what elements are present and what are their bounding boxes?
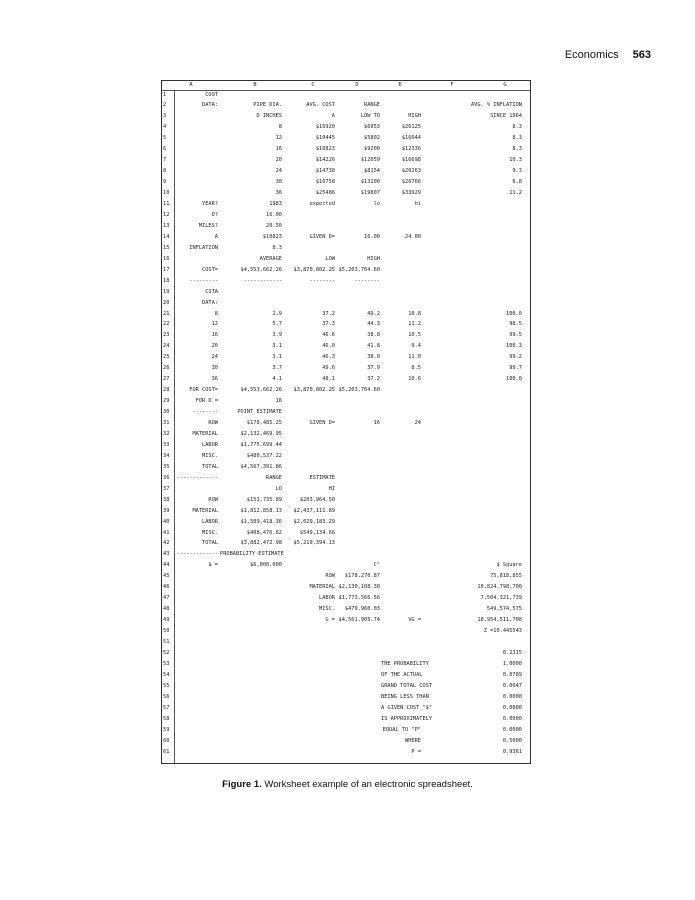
cell-a42: TOTAL [202,540,218,547]
cell-d27: 37.2 [367,376,380,383]
cell-a41: MISC. [202,529,218,536]
row-number: 13 [163,222,170,229]
cell-c47: LABOR [319,595,335,602]
cell-e8: $20263 [401,168,421,175]
cell-d46: $2,130,108.30 [338,584,380,591]
cell-b9: 30 [275,179,282,186]
row-number: 14 [163,233,170,240]
cell-c7: $14226 [315,157,335,164]
column-header-b: B [253,82,257,88]
cell-c18: -------- [309,277,335,284]
cell-b37: LO [275,485,282,492]
cell-a23: 16 [211,332,218,339]
cell-d7: $12059 [360,157,380,164]
column-header-bar [162,81,530,91]
cell-b32: $2,132,469.95 [240,430,282,437]
cell-f44: $ Square [496,562,522,569]
cell-d45: $178,270.87 [344,573,380,580]
row-number: 41 [163,529,170,536]
cell-f9: 6.8 [512,179,522,186]
cell-f2: AVG. % INFLATION [470,102,522,109]
row-number: 27 [163,376,170,383]
cell-a20: DATA: [202,299,218,306]
cell-c5: $10445 [315,135,335,142]
cell-a15: INFLATION [189,244,218,251]
cell-f5: 8.3 [512,135,522,142]
cell-e26: 8.5 [411,365,421,372]
cell-e49: VG = [408,617,421,624]
cell-e61: P = [411,748,421,755]
cell-d25: 38.0 [367,354,380,361]
cell-d8: $8154 [364,168,380,175]
cell-b42: $3,882,472.98 [240,540,282,547]
row-number: 21 [163,310,170,317]
cell-c22: 37.3 [322,321,335,328]
row-number: 57 [163,704,170,711]
row-number: 1 [163,91,167,98]
cell-e3: HIGH [408,113,421,120]
row-number: 32 [163,430,170,437]
cell-c23: 46.6 [322,332,335,339]
column-header-g: G [503,82,507,88]
cell-d11: lo [373,201,380,207]
cell-f54: 0.0789 [502,671,522,678]
row-number: 54 [163,671,170,678]
column-header-e: E [398,82,402,88]
cell-a21: 8 [214,310,218,317]
cell-a30: -------- [192,409,218,416]
cell-d2: RANGE [364,102,380,109]
cell-b44: $6,000,000 [250,562,282,569]
cell-c38: $203,964.50 [299,496,335,503]
cell-b27: 4.1 [272,376,282,383]
cell-f6: 8.3 [512,146,522,153]
row-number: 26 [163,365,170,372]
row-number: 44 [163,562,170,569]
cell-d14: 16.00 [364,233,380,240]
cell-c8: $14738 [315,168,335,175]
column-header-d: D [355,82,359,88]
cell-b12: 16.00 [266,211,282,218]
cell-b41: $408,476.62 [246,529,282,536]
cell-e11: hi [414,201,421,207]
row-number: 43 [163,551,170,558]
cell-a25: 24 [211,354,218,361]
cell-f55: 0.0047 [502,682,522,689]
row-number: 35 [163,463,170,470]
cell-d23: 38.8 [367,332,380,339]
cell-a43: ------------- [176,551,218,558]
row-number: 60 [163,737,170,744]
cell-a14: A [214,233,218,240]
row-number: 16 [163,255,170,262]
cell-b3: D INCHES [256,113,282,120]
cell-e7: $16698 [401,157,421,164]
row-number: 29 [163,398,170,405]
cell-a27: 36 [211,376,218,383]
row-number: 18 [163,277,170,284]
cell-c46: MATERIAL [309,584,335,591]
row-number: 17 [163,266,170,273]
row-number: 7 [163,157,167,164]
row-number: 3 [163,113,167,120]
cell-a22: 12 [211,321,218,328]
cell-c11: expected [309,201,335,207]
cell-e54: OF THE ACTUAL [381,671,423,678]
cell-b22: 5.7 [272,321,282,328]
row-number: 12 [163,211,170,218]
cell-e5: $16644 [401,135,421,142]
cell-a12: D? [211,211,218,218]
cell-e31: 24 [414,420,421,426]
cell-f57: 0.0000 [502,704,522,711]
cell-b14: $10823 [262,233,282,240]
cell-a13: MILES? [198,222,218,229]
cell-b24: 3.1 [272,343,282,350]
row-number: 37 [163,485,170,492]
cell-a35: TOTAL [202,463,218,470]
row-number: 20 [163,299,170,306]
cell-b30: POINT ESTIMATE [237,409,282,416]
running-header [565,49,651,61]
row-number: 39 [163,507,170,514]
column-header-c: C [311,82,315,88]
cell-f59: 0.0000 [502,726,522,733]
cell-c31: GIVEN D= [309,420,335,426]
cell-c16: LOW [325,255,335,262]
cell-c49: G = [325,617,335,624]
cell-c14: GIVEN D= [309,233,335,240]
row-number: 42 [163,540,170,547]
cell-e22: 11.2 [408,321,421,328]
cell-b6: 16 [275,146,282,153]
cell-d21: 49.2 [367,310,380,317]
cell-f22: 98.5 [509,321,522,328]
cell-e55: GRAND TOTAL COST [381,682,433,689]
cell-b36: RANGE [266,474,282,481]
row-number: 46 [163,584,170,591]
cell-f3: SINCE 1964 [490,113,522,120]
cell-b11: 1983 [269,201,282,207]
row-number: 25 [163,354,170,361]
row-number: 45 [163,573,170,580]
cell-f7: 10.3 [509,157,522,164]
cell-c27: 48.1 [322,376,335,383]
cell-c2: AVG. COST [306,102,335,109]
cell-c45: ROW [325,573,335,580]
cell-d5: $5802 [364,135,380,142]
cell-b8: 24 [275,168,282,175]
cell-f47: 7,504,321,739 [480,595,522,602]
cell-f25: 99.2 [509,354,522,361]
cell-c40: $2,029,183.29 [293,518,335,525]
cell-f26: 99.7 [509,365,522,372]
cell-a17: COST= [202,266,218,273]
cell-d48: $479,960.03 [344,606,380,613]
figure-caption [0,779,695,790]
caption-label: Figure 1. [222,779,262,790]
cell-d22: 44.3 [367,321,380,328]
row-number: 11 [163,201,170,207]
cell-a40: LABOR [202,518,218,525]
row-number: 61 [163,748,170,755]
row-number: 22 [163,321,170,328]
cell-d17: $5,203,704.60 [338,266,380,273]
cell-c24: 46.0 [322,343,335,350]
cell-d9: $13100 [360,179,380,186]
cell-c21: 37.2 [322,310,335,317]
cell-d49: $4,561,905.74 [338,617,380,624]
row-number: 8 [163,168,167,175]
cell-e9: $26766 [401,179,421,186]
cell-c3: A [331,113,335,120]
cell-e53: THE PROBABILITY [381,660,429,667]
cell-d28: $5,203,704.60 [338,387,380,394]
section-title: Economics [564,49,619,61]
cell-f52: 0.2315 [502,649,522,656]
row-number: 51 [163,639,170,645]
cell-f23: 99.5 [509,332,522,339]
cell-e6: $12336 [401,146,421,153]
cell-b26: 3.7 [272,365,282,372]
cell-f61: 0.9361 [502,748,522,755]
cell-e10: $33929 [401,190,421,197]
cell-b35: $4,567,391.86 [240,463,282,470]
cell-d4: $6953 [364,124,380,131]
cell-e57: A GIVEN COST "$" [381,704,433,711]
cell-f46: 10,824,798,700 [477,584,522,591]
cell-d26: 37.9 [367,365,380,372]
cell-b17: $4,553,662.26 [240,266,282,273]
cell-f10: 11.2 [509,190,522,197]
cell-a39: MATERIAL [192,507,218,514]
row-number: 55 [163,682,170,689]
row-number: 10 [163,190,170,197]
cell-b38: $151,735.89 [246,496,282,503]
cell-f56: 0.0000 [502,693,522,700]
cell-c42: $5,219,394.13 [293,540,335,547]
cell-e23: 10.5 [408,332,421,339]
row-number: 6 [163,146,167,153]
cell-f21: 100.0 [506,310,522,317]
row-number: 5 [163,135,167,142]
row-number: 24 [163,343,170,350]
cell-e60: WHERE [405,737,421,744]
row-number: 28 [163,387,170,394]
cell-c41: $549,134.66 [299,529,335,536]
cell-f58: 0.0000 [502,715,522,722]
cell-a36: ------------- [176,474,218,481]
cell-b25: 3.1 [272,354,282,361]
cell-a24: 20 [211,343,218,350]
cell-c26: 49.6 [322,365,335,372]
cell-d18: -------- [354,277,380,284]
cell-c39: $2,437,111.89 [293,507,335,514]
column-header-a: A [189,82,193,88]
cell-c36: ESTIMATE [309,474,335,481]
cell-b13: 20.50 [266,222,282,229]
cell-b2: PIPE DIA. [253,102,282,109]
cell-a11: YEAR? [202,201,218,207]
cell-a18: --------- [189,277,218,284]
cell-a29: FOR D = [195,398,218,405]
cell-e59: EQUAL TO "P" [382,726,421,733]
cell-b4: 8 [278,124,282,131]
cell-c4: $16920 [315,124,335,131]
cell-a33: LABOR [202,441,218,448]
cell-f50: Z =10.445543 [483,628,522,635]
cell-d47: $1,773,566.56 [338,595,380,602]
cell-a44: $ = [208,562,218,569]
cell-b43: PROBABILITY ESTIMATE [220,551,284,558]
caption-text: Worksheet example of an electronic spreadsheet. [264,779,473,790]
row-number: 31 [163,420,170,426]
spreadsheet-figure [161,80,531,764]
cell-d31: 16 [373,420,380,426]
cell-c10: $25486 [315,190,335,197]
row-number: 48 [163,606,170,613]
cell-e21: 10.8 [408,310,421,317]
cell-e14: 24.00 [405,233,421,240]
row-number: 2 [163,102,167,109]
cell-f48: 549,574,575 [486,606,522,613]
cell-e25: 11.0 [408,354,421,361]
cell-b31: $178,485.25 [246,420,282,426]
cell-d6: $9200 [364,146,380,153]
cell-e58: IS APPROXIMATELY [381,715,433,722]
cell-d44: C° [373,562,380,569]
cell-a34: MISC. [202,452,218,459]
row-number: 9 [163,179,167,186]
cell-a28: FOR COST= [189,387,218,394]
cell-b40: $1,509,418.36 [240,518,282,525]
row-number: 40 [163,518,170,525]
row-number: 23 [163,332,170,339]
cell-f24: 100.3 [506,343,522,350]
cell-b28: $4,553,662.26 [240,387,282,394]
row-number: 30 [163,409,170,416]
row-number: 53 [163,660,170,667]
cell-b29: 16 [275,398,282,405]
cell-a19: CSTA [205,288,218,295]
cell-b23: 3.9 [272,332,282,339]
cell-b7: 20 [275,157,282,164]
cell-d10: $19807 [360,190,380,197]
cell-f4: 8.3 [512,124,522,131]
cell-c17: $3,870,802.25 [293,266,335,273]
cell-f27: 100.0 [506,376,522,383]
cell-a38: ROW [208,496,218,503]
cell-b16: AVERAGE [259,255,282,262]
cell-f60: 0.5000 [502,737,522,744]
cell-c6: $10823 [315,146,335,153]
cell-b18: ------------ [243,277,282,284]
cell-b39: $1,812,858.13 [240,507,282,514]
row-number: 36 [163,474,170,481]
row-number: 58 [163,715,170,722]
cell-d3: LOW TO [360,113,380,120]
cell-a26: 30 [211,365,218,372]
row-number: 47 [163,595,170,602]
cell-a2: DATA: [202,102,218,109]
cell-f49: 18,954,511,708 [477,617,522,624]
row-number: 34 [163,452,170,459]
cell-d24: 41.8 [367,343,380,350]
cell-a31: ROW [208,420,218,426]
cell-f53: 1.0000 [502,660,522,667]
cell-b34: $480,537.22 [246,452,282,459]
cell-e27: 10.6 [408,376,421,383]
cell-e56: BEING LESS THAN [381,693,429,700]
cell-e4: $26125 [401,124,421,131]
page-number: 563 [632,49,651,61]
cell-b5: 12 [275,135,282,142]
cell-c9: $16758 [315,179,335,186]
row-number: 50 [163,628,170,635]
cell-b33: $1,775,699.44 [240,441,282,448]
row-number: 4 [163,124,167,131]
cell-c37: HI [328,485,335,492]
cell-f45: 75,818,855 [490,573,522,580]
row-number: 49 [163,617,170,624]
column-header-f: F [450,82,454,88]
row-number: 15 [163,244,170,251]
row-number: 38 [163,496,170,503]
cell-d16: HIGH [367,255,380,262]
cell-a1: COST [205,91,218,98]
cell-a32: MATERIAL [192,430,218,437]
row-number: 56 [163,693,170,700]
row-number: 19 [163,288,170,295]
row-number: 33 [163,441,170,448]
cell-e24: 9.4 [411,343,421,350]
cell-b21: 2.9 [272,310,282,317]
cell-c25: 46.3 [322,354,335,361]
row-number: 52 [163,649,170,656]
cell-b15: 8.3 [272,244,282,251]
cell-f8: 9.3 [512,168,522,175]
cell-c48: MISC. [319,606,335,613]
cell-c28: $3,870,802.25 [293,387,335,394]
cell-b10: 36 [275,190,282,197]
row-number: 59 [163,726,170,733]
